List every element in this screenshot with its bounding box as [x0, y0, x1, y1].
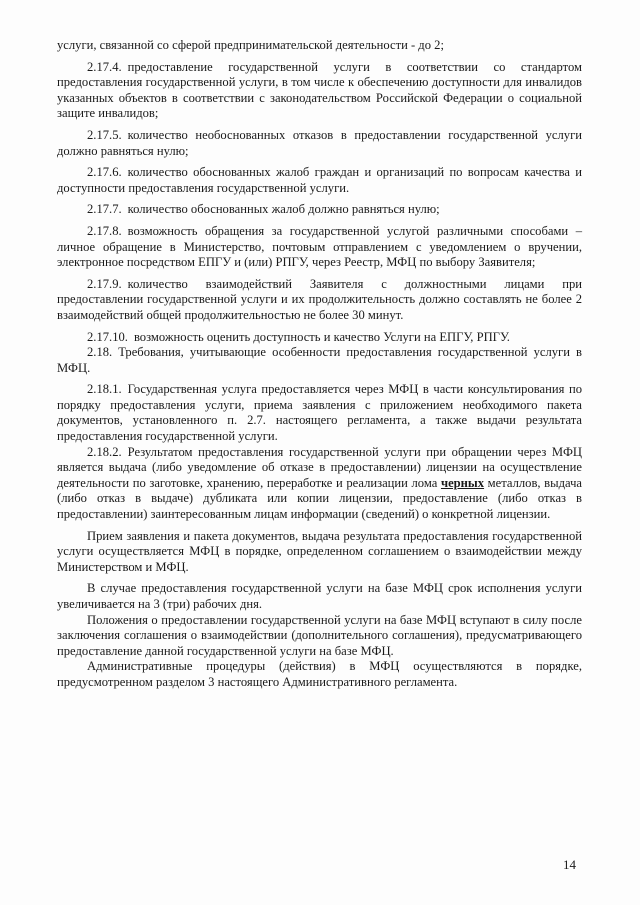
paragraph-number: 2.17.4.: [87, 59, 122, 74]
paragraph-2-18-1: [57, 382, 582, 444]
paragraph-number: 2.17.7.: [87, 202, 122, 217]
paragraph-2-18-2: [57, 445, 582, 523]
paragraph-number: 2.17.10.: [87, 329, 128, 344]
paragraph-2-18: [57, 345, 582, 376]
underlined-word: черных: [440, 475, 485, 490]
paragraph-text: Положения о предоставлении государственной услуги на базе МФЦ вступают в силу после заключения соглашения о взаимодействии (дополнительного соглашения), предусматривающего предоставление данной государственной услуги на базе МФЦ.: [57, 612, 582, 658]
paragraph-2-17-3-tail: [57, 38, 582, 54]
paragraph-text: количество обоснованных жалоб граждан и организаций по вопросам качества и доступности предоставления государственной услуги.: [57, 165, 582, 195]
paragraph-number: 2.17.6.: [87, 165, 122, 180]
paragraph-2-17-4: [57, 60, 582, 122]
paragraph-number: 2.18.2.: [87, 444, 122, 459]
paragraph-text: Прием заявления и пакета документов, выдача результата предоставления государственной услуги осуществляется МФЦ в порядке, определенном соглашением о взаимодействии между Министерством и МФЦ.: [57, 528, 582, 574]
paragraph-mfc-procedures: [57, 659, 582, 690]
paragraph-mfc-provisions: [57, 613, 582, 660]
paragraph-mfc-term: [57, 581, 582, 612]
paragraph-text-continued: металлов, выдача (либо отказ в выдаче) дубликата или копии лицензии, предоставление (либо отказ в предоставлении) заинтересованным лицам информации (сведений) о конкретной лицензии.: [57, 475, 583, 522]
paragraph-number: 2.17.8.: [87, 223, 122, 238]
paragraph-2-17-8: [57, 224, 582, 271]
paragraph-text: предоставление государственной услуги в соответствии со стандартом предоставления государственной услуги, в том числе к обеспечению доступности для инвалидов указанных объектов в соответствии с законодательством Российской Федерации о социальной защите инвалидов;: [57, 59, 582, 121]
paragraph-text: возможность обращения за государственной услугой различными способами – личное обращение в Министерство, почтовым отправлением с уведомлением о вручении, электронное посредством ЕПГУ и (или) РПГУ, через Реестр, МФЦ по выбору Заявителя;: [57, 223, 582, 270]
paragraph-number: 2.17.5.: [87, 127, 122, 142]
paragraph-text: Результатом предоставления государственной услуги при обращении через МФЦ является выдача (либо уведомление об отказе в предоставлении) лицензии на осуществление деятельности по заготовке, хранению, переработке и реализации лома: [57, 444, 582, 490]
paragraph-2-17-9: [57, 277, 582, 324]
paragraph-2-17-10: [57, 330, 582, 346]
paragraph-mfc-reception: [57, 529, 582, 576]
paragraph-number: 2.17.9.: [87, 276, 122, 291]
paragraph-text: Административные процедуры (действия) в МФЦ осуществляются в порядке, предусмотренном разделом 3 настоящего Административного регламента.: [57, 659, 582, 689]
paragraph-text: Требования, учитывающие особенности предоставления государственной услуги в МФЦ.: [57, 345, 582, 375]
paragraph-2-17-6: [57, 165, 582, 196]
page-number: 14: [563, 857, 576, 872]
paragraph-text: количество необоснованных отказов в предоставлении государственной услуги должно равняться нулю;: [57, 127, 582, 158]
paragraph-2-17-7: [57, 202, 582, 218]
paragraph-number: 2.18.: [87, 345, 113, 360]
paragraph-2-17-5: [57, 128, 582, 159]
paragraph-text: количество обоснованных жалоб должно равняться нулю;: [127, 202, 440, 217]
paragraph-number: 2.18.1.: [87, 382, 122, 397]
paragraph-text: количество взаимодействий Заявителя с должностными лицами при предоставлении государственной услуги и их продолжительность должно составлять не более 2 взаимодействий общей продолжительностью не более 30 минут.: [57, 276, 582, 322]
paragraph-text: В случае предоставления государственной услуги на базе МФЦ срок исполнения услуги увеличивается на 3 (три) рабочих дня.: [57, 581, 582, 611]
paragraph-text: Государственная услуга предоставляется через МФЦ в части консультирования по порядку предоставления услуги, приема заявления с приложением необходимого пакета документов, установленного п. 2.7. настоящего регламента, а также выдачи результата предоставления государственной услуги.: [57, 382, 582, 444]
paragraph-text: возможность оценить доступность и качество Услуги на ЕПГУ, РПГУ.: [133, 329, 510, 344]
paragraph-text: услуги, связанной со сферой предпринимательской деятельности - до 2;: [57, 38, 444, 52]
